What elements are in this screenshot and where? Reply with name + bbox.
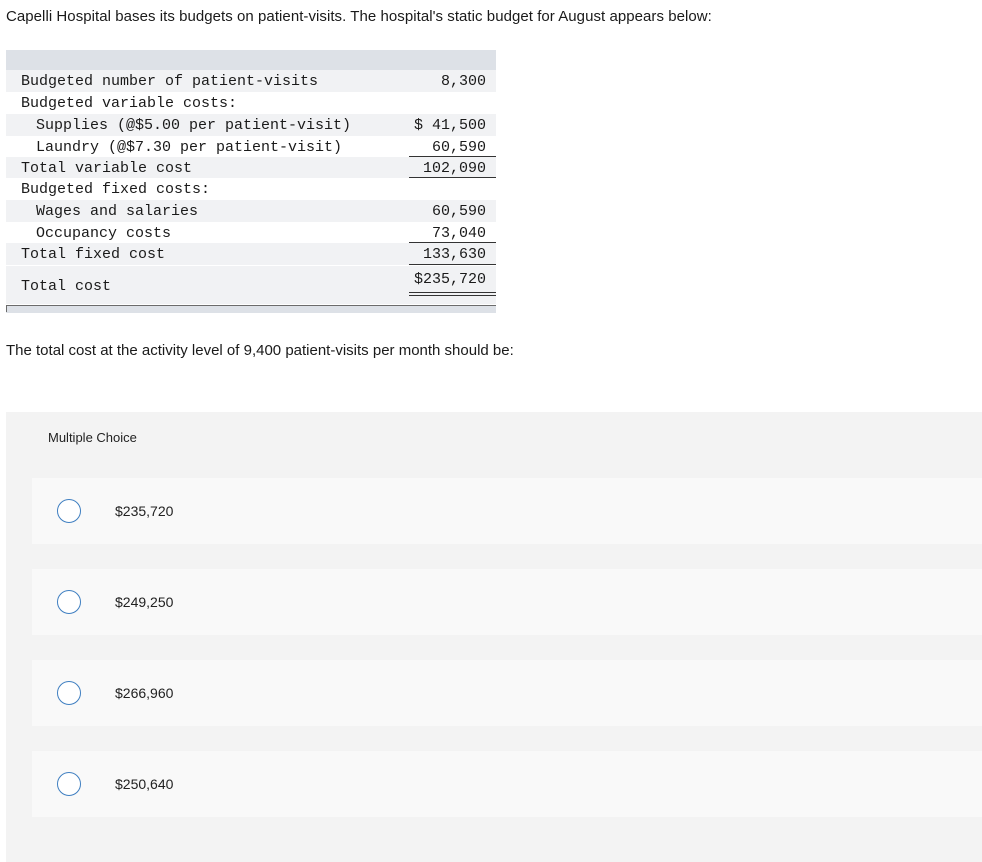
- row-value: 102,090: [422, 160, 486, 177]
- table-row: [6, 243, 496, 265]
- row-value: 60,590: [431, 139, 486, 156]
- row-label: Total fixed cost: [21, 246, 166, 263]
- total-double-underline-top: [409, 292, 496, 293]
- choice-label[interactable]: $266,960: [115, 685, 174, 701]
- table-header-bar: [6, 50, 496, 70]
- row-value: $235,720: [413, 271, 486, 288]
- table-row: [6, 222, 496, 243]
- row-value: 60,590: [431, 203, 486, 220]
- row-label: Budgeted variable costs:: [21, 95, 238, 112]
- choice-option[interactable]: [32, 660, 982, 726]
- intro-text: Capelli Hospital bases its budgets on patient-visits. The hospital's static budget for August appears below:: [6, 8, 712, 25]
- radio-button[interactable]: [57, 499, 81, 523]
- total-double-underline-bottom: [409, 295, 496, 296]
- static-budget-table: [6, 50, 496, 312]
- row-label: Total cost: [21, 278, 112, 295]
- row-value: 73,040: [431, 225, 486, 242]
- multiple-choice-title: Multiple Choice: [48, 430, 137, 445]
- choice-label[interactable]: $250,640: [115, 776, 174, 792]
- row-label: Laundry (@$7.30 per patient-visit): [36, 139, 343, 156]
- table-row: [6, 266, 496, 304]
- row-label: Wages and salaries: [36, 203, 199, 220]
- row-label: Total variable cost: [21, 160, 193, 177]
- row-label: Budgeted number of patient-visits: [21, 73, 319, 90]
- choice-option[interactable]: [32, 751, 982, 817]
- table-row: [6, 178, 496, 200]
- radio-button[interactable]: [57, 590, 81, 614]
- choice-option[interactable]: [32, 569, 982, 635]
- choice-label[interactable]: $235,720: [115, 503, 174, 519]
- subtotal-underline: [409, 264, 496, 265]
- multiple-choice-panel: [6, 412, 982, 862]
- choice-label[interactable]: $249,250: [115, 594, 174, 610]
- radio-button[interactable]: [57, 681, 81, 705]
- row-label: Occupancy costs: [36, 225, 172, 242]
- table-row: [6, 70, 496, 92]
- table-row: [6, 114, 496, 136]
- table-row: [6, 157, 496, 178]
- row-value: 8,300: [440, 73, 486, 90]
- table-footer-bar: [6, 305, 496, 313]
- table-row: [6, 200, 496, 222]
- row-label: Supplies (@$5.00 per patient-visit): [36, 117, 352, 134]
- row-value: $ 41,500: [413, 117, 486, 134]
- radio-button[interactable]: [57, 772, 81, 796]
- question-text: The total cost at the activity level of 9,400 patient-visits per month should be:: [6, 342, 514, 359]
- row-label: Budgeted fixed costs:: [21, 181, 211, 198]
- table-row: [6, 92, 496, 114]
- table-row: [6, 136, 496, 157]
- row-value: 133,630: [422, 246, 486, 263]
- choice-option[interactable]: [32, 478, 982, 544]
